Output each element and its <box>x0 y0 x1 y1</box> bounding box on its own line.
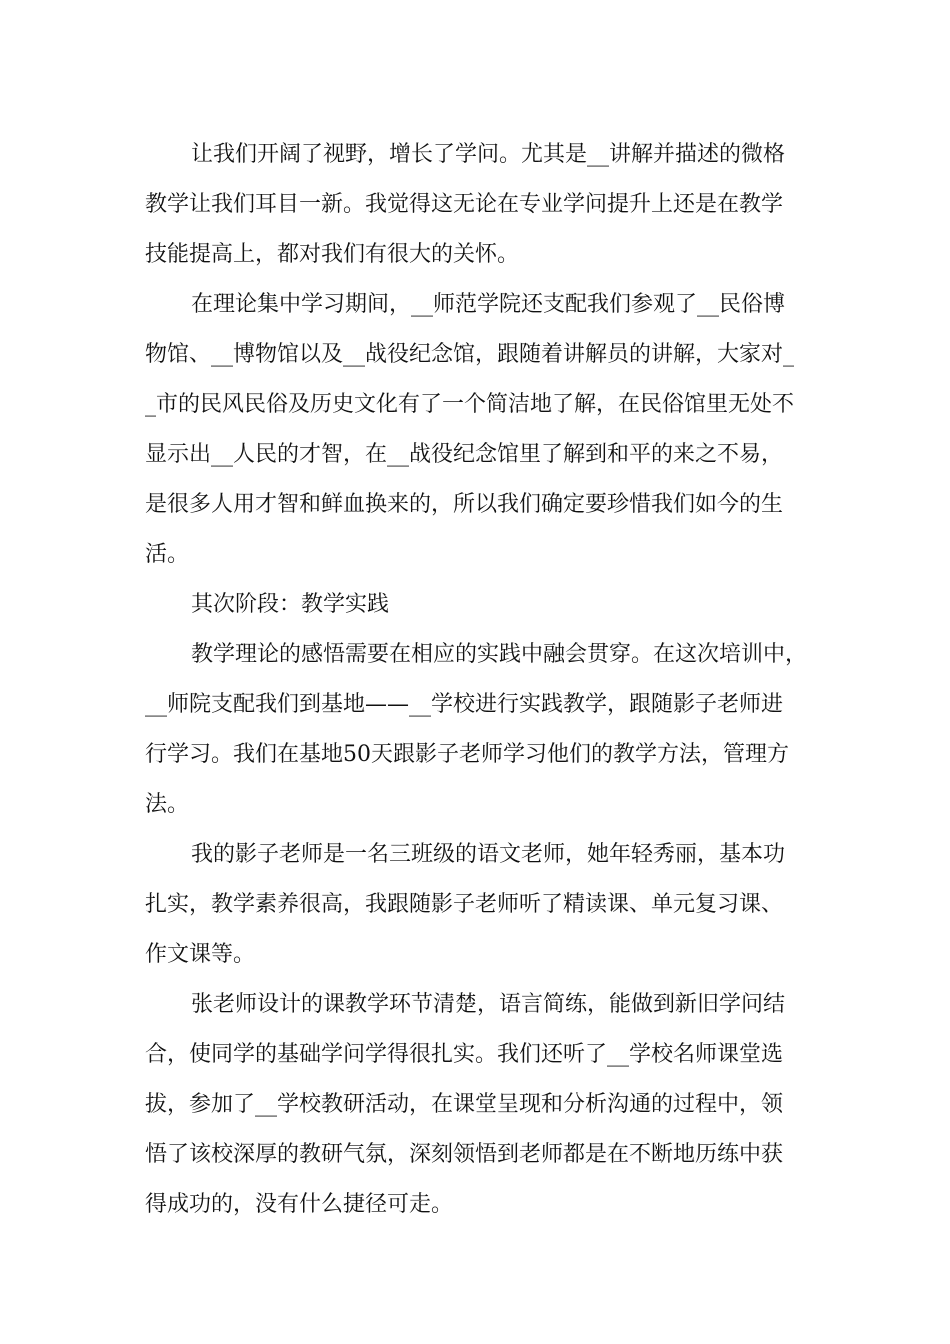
text-line: 行学习。我们在基地50天跟影子老师学习他们的教学方法，管理方 <box>145 742 789 767</box>
text-line: 作文课等。 <box>145 942 256 967</box>
text-line: 悟了该校深厚的教研气氛，深刻领悟到老师都是在不断地历练中获 <box>145 1142 784 1167</box>
text-line: 教学让我们耳目一新。我觉得这无论在专业学问提升上还是在教学 <box>145 192 784 217</box>
text-line: 是很多人用才智和鲜血换来的，所以我们确定要珍惜我们如今的生 <box>145 492 784 517</box>
text-line: 让我们开阔了视野，增长了学问。尤其是__讲解并描述的微格 <box>191 142 786 167</box>
text-line: __师院支配我们到基地——__学校进行实践教学，跟随影子老师进 <box>145 692 784 717</box>
section-heading: 其次阶段：教学实践 <box>191 592 390 617</box>
text-line: 活。 <box>145 542 190 567</box>
text-line: 得成功的，没有什么捷径可走。 <box>145 1192 454 1217</box>
text-line: 拔，参加了__学校教研活动，在课堂呈现和分析沟通的过程中，领 <box>145 1092 784 1117</box>
text-line: 教学理论的感悟需要在相应的实践中融会贯穿。在这次培训中， <box>191 642 808 667</box>
text-line: 物馆、__博物馆以及__战役纪念馆，跟随着讲解员的讲解，大家对_ <box>145 342 795 367</box>
text-line: 在理论集中学习期间，__师范学院还支配我们参观了__民俗博 <box>191 292 786 317</box>
text-line: 显示出__人民的才智，在__战役纪念馆里了解到和平的来之不易， <box>145 442 784 467</box>
text-line: 技能提高上，都对我们有很大的关怀。 <box>145 242 520 267</box>
text-line: 扎实，教学素养很高，我跟随影子老师听了精读课、单元复习课、 <box>145 892 784 917</box>
text-line: 我的影子老师是一名三班级的语文老师，她年轻秀丽，基本功 <box>191 842 786 867</box>
text-line: 合，使同学的基础学问学得很扎实。我们还听了__学校名师课堂选 <box>145 1042 784 1067</box>
text-line: _市的民风民俗及历史文化有了一个简洁地了解，在民俗馆里无处不 <box>145 392 795 417</box>
text-line: 张老师设计的课教学环节清楚，语言简练，能做到新旧学问结 <box>191 992 786 1017</box>
text-line: 法。 <box>145 792 190 817</box>
body-text <box>145 130 815 1230</box>
